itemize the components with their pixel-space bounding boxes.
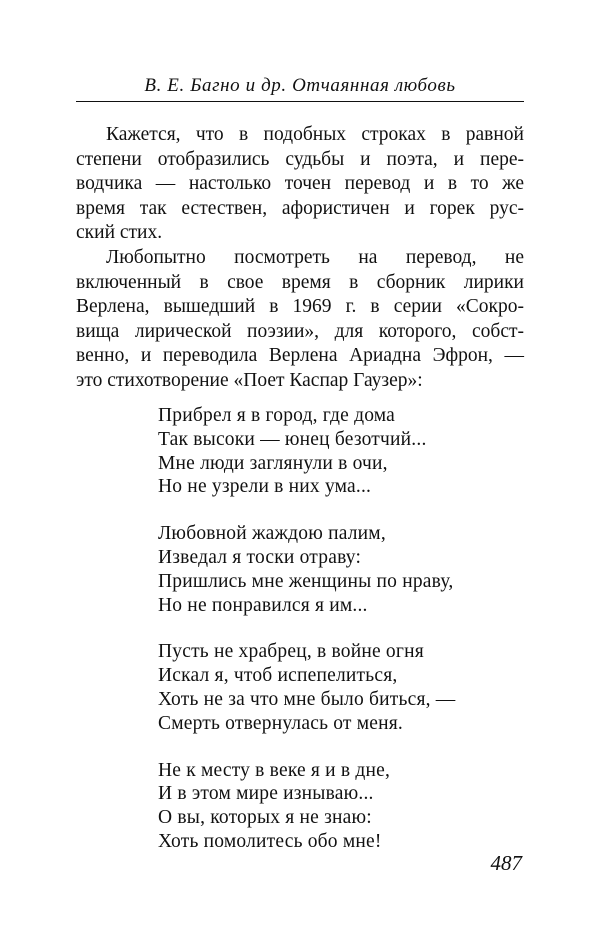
text-line: венно, и переводила Верлена Ариадна Эфрон, —	[76, 345, 524, 367]
poem-line: Так высоки — юнец безотчий...	[158, 428, 427, 450]
running-header	[76, 74, 524, 104]
poem-stanza-1	[158, 404, 518, 499]
text-line: водчика — настолько точен перевод и в то же	[76, 173, 524, 195]
text-line: включенный в свое время в сборник лирики	[76, 271, 524, 293]
text-line: Кажется, что в подобных строках в равной	[106, 124, 524, 145]
text-line: вища лирической поэзии», для которого, собст-	[76, 320, 524, 342]
poem-stanza-3	[158, 640, 518, 735]
text-line: степени отобразились судьбы и поэта, и пере-	[76, 148, 524, 170]
poem-line: Но не понравился я им...	[158, 594, 368, 616]
poem-line: Не к месту в веке я и в дне,	[158, 759, 391, 781]
poem-line: Смерть отвернулась от меня.	[158, 712, 403, 734]
poem-line: Искал я, чтоб испепелиться,	[158, 665, 398, 687]
poem-line: Но не узрели в них ума...	[158, 476, 372, 498]
poem-stanza-4	[158, 759, 518, 854]
poem-stanza-2	[158, 522, 518, 617]
poem-line: О вы, которых я не знаю:	[158, 807, 372, 829]
text-line: это стихотворение «Поет Каспар Гаузер»:	[76, 369, 423, 391]
poem-line: Мне люди заглянули в очи,	[158, 452, 388, 474]
page-number: 487	[490, 851, 522, 875]
text-line: Верлена, вышедший в 1969 г. в серии «Сокро-	[76, 296, 524, 318]
poem-line: Любовной жаждою палим,	[158, 523, 386, 545]
poem-line: Пришлись мне женщины по нраву,	[158, 570, 454, 592]
paragraph-1	[76, 123, 524, 246]
text-line: время так естествен, афористичен и горек рус-	[76, 197, 524, 219]
poem-line: Хоть помолитесь обо мне!	[158, 830, 382, 852]
poem-line: Изведал я тоски отраву:	[158, 546, 362, 568]
poem-line: Хоть не за что мне было биться, —	[158, 688, 456, 710]
paragraph-2	[76, 246, 524, 394]
text-line: Любопытно посмотреть на перевод, не	[106, 246, 524, 268]
header-rule	[76, 101, 524, 102]
poem-line: Прибрел я в город, где дома	[158, 405, 396, 426]
poem	[158, 404, 518, 877]
poem-line: И в этом мире изнываю...	[158, 783, 374, 805]
poem-line: Пусть не храбрец, в войне огня	[158, 641, 424, 663]
running-title: В. Е. Багно и др. Отчаянная любовь	[144, 75, 456, 96]
body-text	[76, 123, 524, 394]
text-line: ский стих.	[76, 222, 163, 244]
